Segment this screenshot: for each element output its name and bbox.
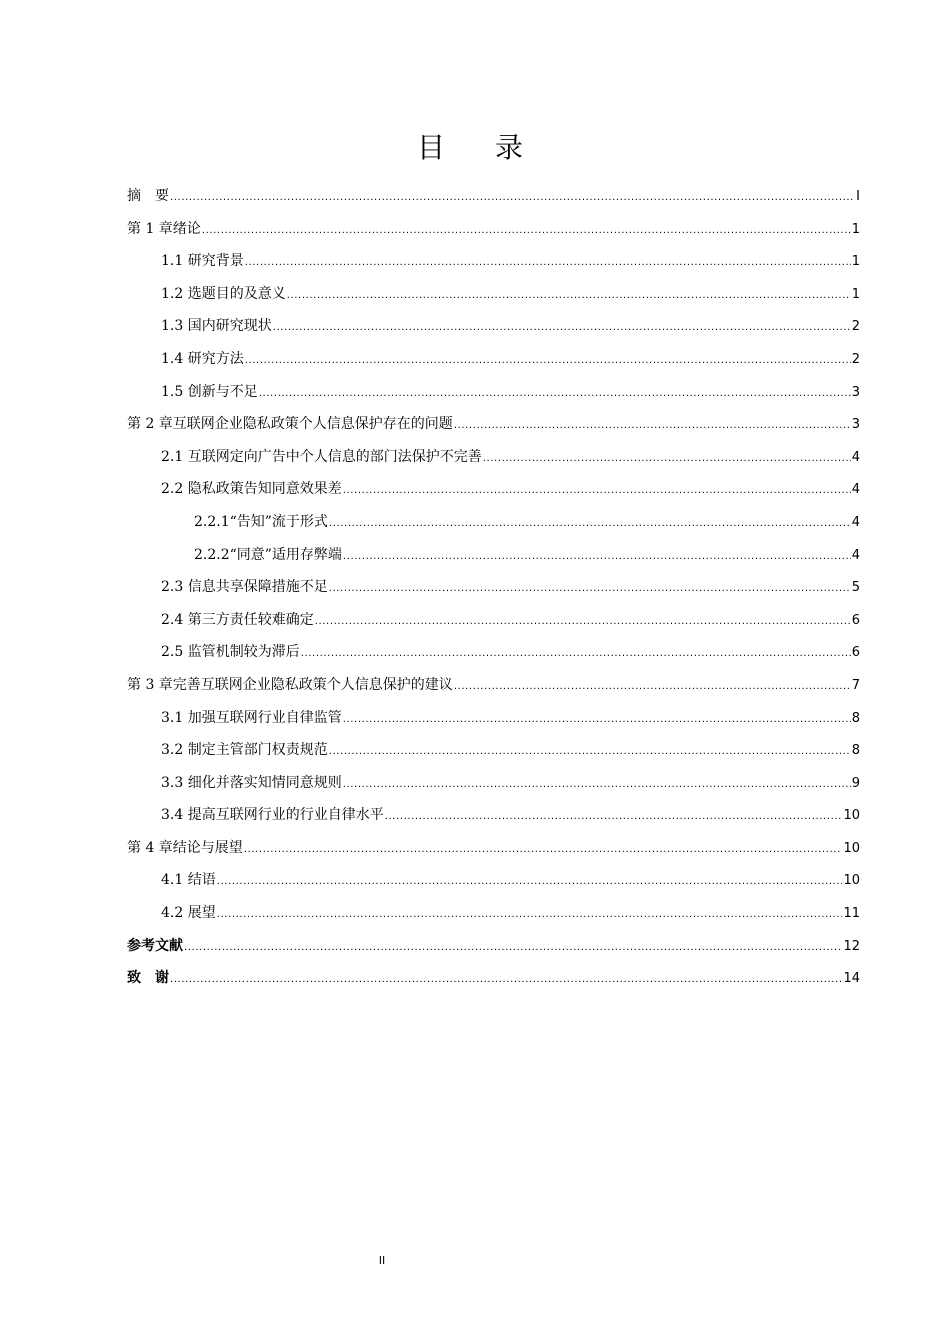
- toc-entry-page-number: 14: [843, 971, 860, 987]
- toc-dot-leader: [329, 736, 851, 769]
- toc-entry[interactable]: [127, 408, 860, 441]
- toc-entry-page-number: 4: [851, 547, 860, 563]
- toc-entry-label: 1.5 创新与不足: [161, 383, 258, 400]
- toc-dot-leader: [343, 541, 851, 574]
- toc-entry-page-number: 11: [843, 906, 860, 922]
- toc-entry[interactable]: [127, 962, 860, 995]
- toc-entry-page-number: 1: [851, 221, 860, 237]
- toc-dot-leader: [483, 443, 851, 476]
- toc-dot-leader: [244, 834, 843, 867]
- toc-entry-page-number: 2: [851, 351, 860, 367]
- toc-entry[interactable]: [127, 506, 860, 539]
- toc-entry-label: 4.2 展望: [161, 905, 216, 922]
- toc-dot-leader: [385, 801, 843, 834]
- toc-entry-label: 2.5 监管机制较为滞后: [161, 644, 300, 661]
- toc-entry[interactable]: [127, 539, 860, 572]
- toc-entry[interactable]: [127, 473, 860, 506]
- toc-entry-label: 1.2 选题目的及意义: [161, 285, 286, 302]
- toc-entry-label: 2.3 信息共享保障措施不足: [161, 579, 328, 596]
- toc-entry-page-number: 10: [843, 873, 860, 889]
- toc-dot-leader: [315, 606, 851, 639]
- toc-entry[interactable]: [127, 571, 860, 604]
- toc-dot-leader: [454, 410, 851, 443]
- toc-entry-page-number: 6: [851, 612, 860, 628]
- toc-dot-leader: [170, 182, 855, 215]
- toc-entry-label: 2.2.2“同意”适用存弊端: [194, 546, 342, 563]
- toc-entry[interactable]: [127, 376, 860, 409]
- toc-entry-label: 1.4 研究方法: [161, 350, 244, 367]
- toc-dot-leader: [170, 964, 842, 997]
- toc-entry-label: 2.1 互联网定向广告中个人信息的部门法保护不完善: [161, 448, 482, 465]
- toc-dot-leader: [245, 345, 851, 378]
- table-of-contents: [127, 180, 860, 995]
- toc-entry[interactable]: [127, 604, 860, 637]
- toc-dot-leader: [217, 899, 843, 932]
- toc-entry-page-number: 4: [851, 514, 860, 530]
- toc-entry[interactable]: [127, 310, 860, 343]
- toc-entry-page-number: 10: [843, 840, 860, 856]
- toc-entry-label: 3.4 提高互联网行业的行业自律水平: [161, 807, 384, 824]
- toc-entry-page-number: 12: [843, 938, 860, 954]
- toc-entry-page-number: 2: [851, 319, 860, 335]
- toc-dot-leader: [184, 932, 842, 965]
- toc-entry[interactable]: [127, 441, 860, 474]
- toc-entry-page-number: 1: [851, 286, 860, 302]
- toc-entry[interactable]: [127, 343, 860, 376]
- toc-entry-page-number: I: [856, 189, 860, 204]
- toc-entry[interactable]: [127, 864, 860, 897]
- toc-entry-page-number: 10: [843, 808, 860, 824]
- toc-entry[interactable]: [127, 799, 860, 832]
- toc-dot-leader: [259, 378, 851, 411]
- toc-dot-leader: [454, 671, 851, 704]
- toc-entry-label: 3.2 制定主管部门权责规范: [161, 742, 328, 759]
- toc-dot-leader: [287, 280, 851, 313]
- toc-dot-leader: [329, 508, 851, 541]
- toc-entry[interactable]: [127, 278, 860, 311]
- toc-entry-page-number: 9: [851, 775, 860, 791]
- toc-entry-page-number: 7: [851, 677, 860, 693]
- toc-entry-page-number: 3: [851, 417, 860, 433]
- page-number: II: [378, 1254, 386, 1267]
- toc-entry-label: 4.1 结语: [161, 872, 216, 889]
- toc-entry-label: 第 1 章绪论: [127, 220, 201, 237]
- toc-entry-label: 致 谢: [127, 970, 169, 987]
- toc-entry-page-number: 1: [851, 254, 860, 270]
- toc-entry-label: 2.2 隐私政策告知同意效果差: [161, 481, 342, 498]
- toc-entry-label: 第 2 章互联网企业隐私政策个人信息保护存在的问题: [127, 416, 453, 433]
- toc-entry-page-number: 4: [851, 449, 860, 465]
- toc-dot-leader: [329, 573, 851, 606]
- toc-entry[interactable]: [127, 180, 860, 213]
- toc-entry-label: 参考文献: [127, 937, 183, 954]
- toc-entry-page-number: 3: [851, 384, 860, 400]
- toc-entry[interactable]: [127, 669, 860, 702]
- toc-entry[interactable]: [127, 636, 860, 669]
- toc-entry-page-number: 6: [851, 645, 860, 661]
- toc-dot-leader: [273, 312, 851, 345]
- toc-dot-leader: [301, 638, 851, 671]
- toc-dot-leader: [343, 704, 851, 737]
- toc-entry[interactable]: [127, 702, 860, 735]
- toc-entry-label: 3.1 加强互联网行业自律监管: [161, 709, 342, 726]
- toc-entry-page-number: 5: [851, 580, 860, 596]
- toc-entry-page-number: 8: [851, 710, 860, 726]
- toc-entry-label: 1.1 研究背景: [161, 253, 244, 270]
- toc-entry[interactable]: [127, 930, 860, 963]
- toc-entry[interactable]: [127, 832, 860, 865]
- toc-entry[interactable]: [127, 245, 860, 278]
- toc-entry-label: 第 3 章完善互联网企业隐私政策个人信息保护的建议: [127, 676, 453, 693]
- toc-entry[interactable]: [127, 213, 860, 246]
- toc-entry[interactable]: [127, 767, 860, 800]
- toc-entry-page-number: 8: [851, 743, 860, 759]
- toc-dot-leader: [343, 475, 851, 508]
- toc-title: 目录: [416, 131, 573, 164]
- toc-entry-label: 第 4 章结论与展望: [127, 839, 243, 856]
- toc-entry-label: 摘 要: [127, 188, 169, 204]
- toc-entry-label: 3.3 细化并落实知情同意规则: [161, 774, 342, 791]
- toc-entry-label: 1.3 国内研究现状: [161, 318, 272, 335]
- toc-dot-leader: [202, 215, 851, 248]
- toc-dot-leader: [217, 866, 843, 899]
- toc-entry[interactable]: [127, 734, 860, 767]
- toc-dot-leader: [245, 247, 851, 280]
- toc-entry-label: 2.2.1“告知”流于形式: [194, 513, 328, 530]
- toc-entry[interactable]: [127, 897, 860, 930]
- toc-dot-leader: [343, 769, 851, 802]
- toc-entry-label: 2.4 第三方责任较难确定: [161, 611, 314, 628]
- toc-entry-page-number: 4: [851, 482, 860, 498]
